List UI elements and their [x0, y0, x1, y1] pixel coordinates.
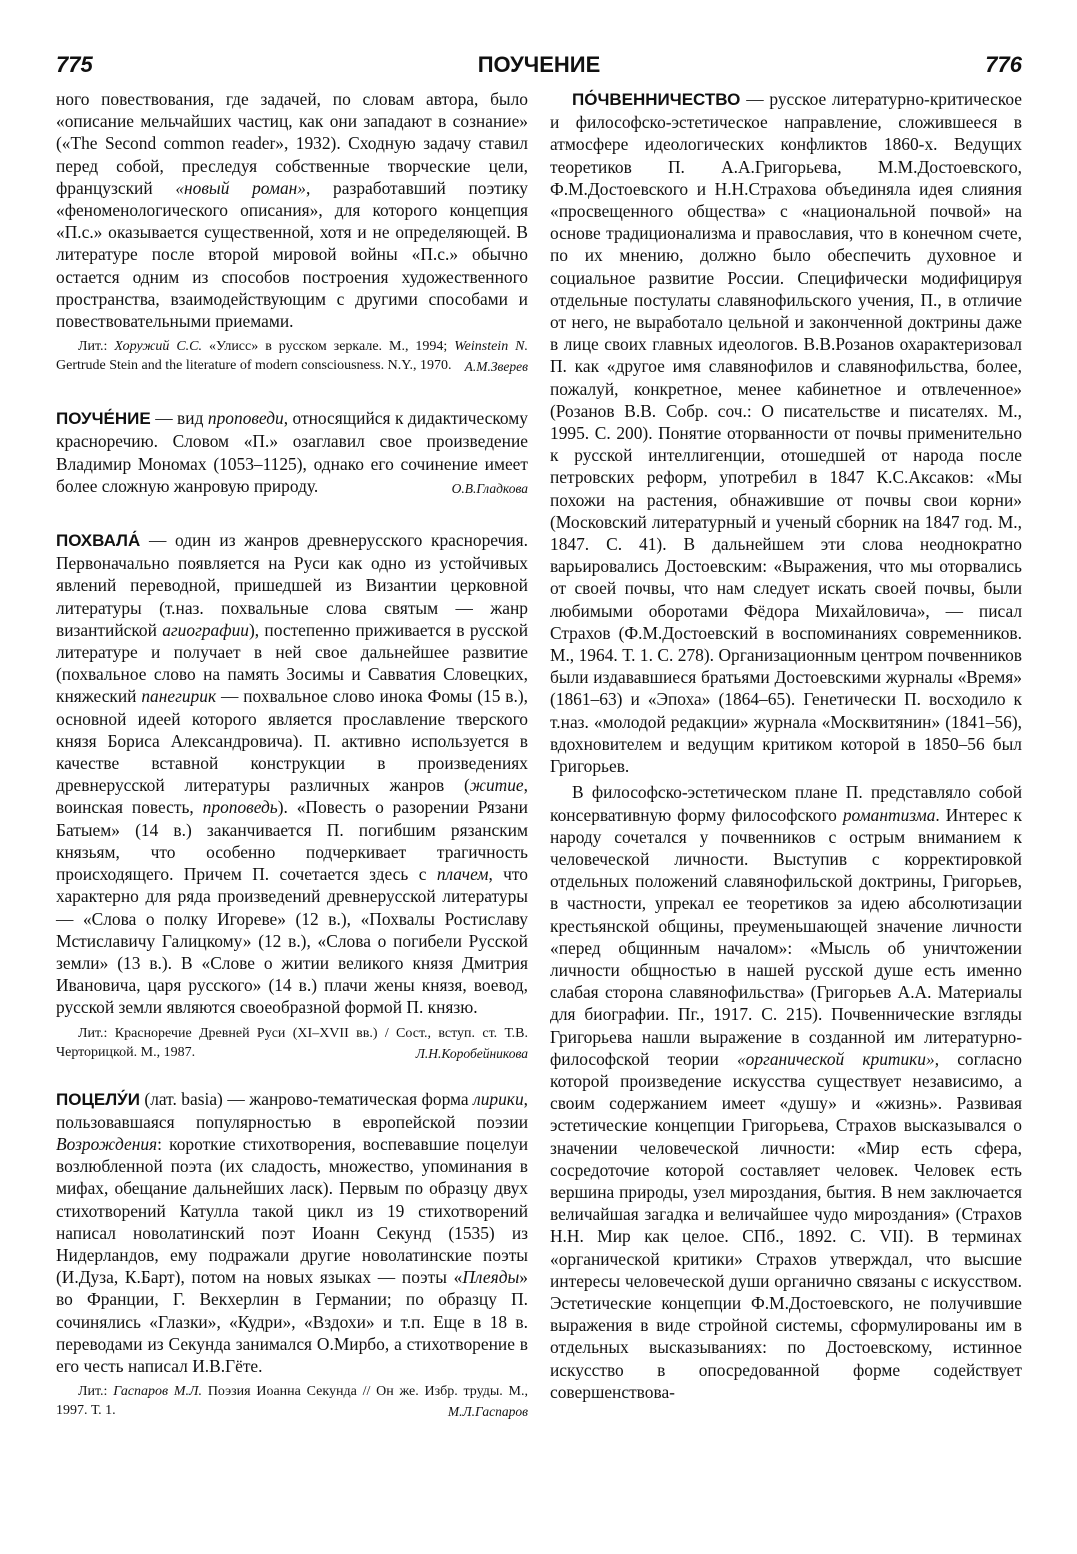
entry-headword: ПОЦЕЛУ́И: [56, 1089, 140, 1109]
left-column: [56, 88, 528, 1554]
entry-headword: ПОУЧЕ́НИЕ: [56, 409, 151, 429]
literature-label: Лит.:: [78, 1384, 114, 1400]
literature-text: Gertrude Stein and the literature of modern consciousness. N.Y., 1970.: [56, 358, 452, 374]
cross-reference: «новый роман»: [175, 177, 306, 198]
page-number-left: 775: [56, 52, 93, 77]
entry-author: О.В.Гладкова: [451, 481, 528, 497]
body-text: — один из жанров древнерусского красноречия. Первоначально появляется на Руси как одно из устойчивых явлений переводной, пришедшей из Византии церковной литературы (т.наз. похвальные слова святым — жанр византийской: [56, 530, 528, 640]
literature-text: Красноречие Древней Руси (XI–XVII вв.) / Сост., вступ. ст. Т.В. Черторицкой. М., 1987.: [56, 1025, 528, 1060]
entry-author: М.Л.Гаспаров: [447, 1404, 528, 1420]
page-number-right: 776: [985, 52, 1022, 77]
cross-reference: лирики: [473, 1088, 524, 1109]
body-text: , что характерно для ряда произведений древнерусской литературы — «Слова о полку Игореве» (12 в.), «Похвалы Ростиславу Мстиславичу Галицкому» (12 в.), «Слова о погибели Русской земли» (13 в.). В «Слове о житии великого князя Дмитрия Ивановича, царя русского» (14 в.) плачи жены князя, воевод, русской земли являются своеобразной формой П. князю.: [56, 864, 528, 1018]
cross-reference: «органической критики»: [736, 1048, 935, 1069]
body-text: — вид: [150, 408, 208, 429]
entry-headword: ПО́ЧВЕННИЧЕСТВО: [572, 90, 741, 109]
literature-label: Лит.:: [78, 339, 115, 355]
body-text: , пользовавшаяся популярностью в европейской поэзии: [56, 1088, 528, 1132]
cross-reference: плачем: [436, 864, 489, 885]
cross-reference: агиографии: [162, 619, 249, 640]
literature-text: «Улисс» в русском зеркале. М., 1994;: [202, 339, 455, 355]
page-header: [56, 48, 1022, 82]
literature-author: Хоружий С.С.: [114, 339, 203, 355]
body-text: — похвальное слово инока Фомы (15 в.), основной идеей которого является прославление тверского князя Бориса Александровича). П. активно используется в качестве вставной конструкции в произведениях древнерусской литературы различных жанров (: [56, 686, 528, 796]
body-text: ного повествования, где задачей, по словам автора, было «описание мельчайших частиц, как они западают в сознание» («The Second common reader», 1932). Сходную задачу ставил перед собой, преследуя собственные творческие цели, французский: [56, 89, 528, 198]
body-text: . Интерес к народу сочетался у почвенников с острым вниманием к человеческой личности. Выступив с корректировкой отдельных положений славянофильской доктрины, Григорьев, в частности, упрекал ее теоретиков за идею абсолютизации крестьянской общины, преуменьшающей значение личности «перед общинным началом»: «Мысль об уничтожении личности общностью в нашей русской душе есть именно слабая сторона славянофильства» (Григорьев А.А. Материалы для биографии. Пг., 1917. С. 215). Почвеннические взгляды Григорьева нашли выражение в созданной им литературно-философской теории: [550, 804, 1022, 1069]
entry-body-paragraph-2: [550, 781, 1022, 1403]
body-text: , воинская повесть,: [56, 775, 528, 818]
cross-reference: проповеди: [207, 408, 284, 429]
entry-body: [56, 529, 528, 1018]
cross-reference: Плеяды: [462, 1267, 520, 1288]
body-text: ), постепенно приживается в русской литературе и получает в ней свое дальнейшее развитие (похвальное слово на память Зосимы и Савватия Словецких, княжеский: [56, 619, 529, 707]
entry-headword: ПОХВАЛА́: [56, 531, 141, 551]
cross-reference: романтизма: [842, 804, 936, 825]
cross-reference: панегирик: [141, 686, 217, 707]
body-text: В философско-эстетическом плане П. представляло собой консервативную форму философского: [550, 782, 1022, 825]
cross-reference: Возрождения: [56, 1133, 158, 1154]
body-text: : короткие стихотворения, воспевавшие поцелуи возлюбленной поэта (их сладость, множество, упоминания в мифах, обещание дальнейших ласк). Первым по образцу двух стихотворений Катулла такой цикл из 19 стихотворений написал новолатинский поэт Иоанн Секунд (1535) из Нидерландов, ему подражали другие новолатинские поэты (И.Дуза, К.Барт), потом на новых языках — поэты «: [56, 1133, 528, 1288]
body-text: , разработавший поэтику «феноменологического описания», для которого концепция «П.с.» оказывается существенной, хотя и не определяющей. В литературе после второй мировой войны «П.с.» обычно остается одним из способов построения художественного пространства, взаимодействующим с другими способами и повествовательными приемами.: [56, 177, 528, 332]
body-text: ). «Повесть о разорении Рязани Батыем» (14 в.) заканчивается П. погибшим рязанским князьям, что особенно подчеркивает трагичность происходящего. Причем П. сочетается здесь с: [56, 797, 528, 885]
entry-body: [56, 88, 528, 332]
cross-reference: проповедь: [202, 797, 278, 818]
text-columns: [56, 88, 1022, 1554]
literature-label: Лит.:: [78, 1025, 115, 1041]
entry-body: [550, 88, 1022, 777]
body-text: , согласно которой произведение искусства существует независимо, а своим содержанием имеет «душу» и «жизнь». Развивая эстетические концепции Григорьева, Страхов высказывался о значении человеческой личности: «Мир есть сфера, сосредоточие которой составляет человек. Человек есть вершина природы, узел мироздания, бытия. В нем заключается величайшая загадка и величайшее чудо мироздания» (Страхов Н.Н. Мир как целое. СПб., 1892. С. VII). В терминах «органической критики» Страхов утверждал, что высшие интересы человеческой души органично связаны с искусством. Эстетические концепции Ф.М.Достоевского, не получившие выражения в виде стройной системы, сформулированы им в отдельных высказываниях: по Достоевскому, истинное искусство в опосредованной форме содействует совершенствова-: [550, 1048, 1022, 1402]
entry-pokhvala: [56, 529, 528, 1061]
entry-pochvennichestvo: [550, 88, 1022, 1403]
entry-body: [56, 1088, 528, 1378]
entry-author: Л.Н.Коробейникова: [415, 1045, 528, 1061]
right-column: [550, 88, 1022, 1554]
body-text: — русское литературно-критическое и философско-эстетическое направление, сложившееся в атмосфере идеологических конфликтов 1860-х. Ведущих теоретиков П. А.А.Григорьева, М.М.Достоевского, Ф.М.Достоевского и Н.Н.Страхова объединяла идея слияния «просвещенного общества» с «национальной почвой» на основе традиционализма и православия, что в конечном счете, по их мнению, должно было обеспечить духовное и социальное развитие России. Специфически модифицируя отдельные постулаты славянофильского учения, П., в отличие от него, не выработало цельной и законченной доктрины даже в лице своих главных идеологов. В.В.Розанов охарактеризовал П. как «другое имя славянофилов и славянофильства, более, пожалуй, конкретное, менее кабинетное и отвлеченное» (Розанов В.В. Собр. соч.: О писательстве и писателях. М., 1995. С. 200). Понятие оторванности от почвы применительно к русской интеллигенции, отошедшей от народа после петровских реформ, употребил в 1847 К.С.Аксаков: «Мы похожи на растения, обнажившие от почвы свои корни» (Московский литературный и ученый сборник на 1847 год. М., 1847. С. 41). В дальнейшем эти слова неоднократно варьировались Достоевским: «Выражения, что мы оторвались от своей почвы, что нам следует искать своей почвы, были любимыми оборотами Фёдора Михайловича», — писал Страхов (Ф.М.Достоевский в воспоминаниях современников. М., 1964. Т. 1. С. 278). Организационным центром почвенников были издававшиеся братьями Достоевскими журналы «Время» (1861–63) и «Эпоха» (1864–65). Генетически П. восходило к т.наз. «молодой редакции» журнала «Москвитянин» (1841–56), вдохновителем и ведущим критиком которой в 1850–56 был Григорьев.: [550, 89, 1022, 777]
literature-author: Гаспаров М.Л.: [113, 1384, 203, 1400]
cross-reference: житие: [469, 775, 524, 796]
entry-continuation: [56, 88, 528, 375]
body-text: (лат. basia) — жанрово-тематическая форма: [139, 1088, 474, 1109]
literature-text: Поэзия Иоанна Секунда // Он же. Избр. труды. М., 1997. Т. 1.: [56, 1384, 528, 1419]
body-text: » во Франции, Г. Векхерлин в Германии; по образцу П. сочинялись «Глазки», «Кудри», «Вздохи» и т.п. Еще в 18 в. переводами из Секунда занимался О.Мирбо, а стихотворение в его честь написал И.В.Гёте.: [56, 1267, 528, 1376]
entry-pouchenie: [56, 407, 528, 497]
running-title: ПОУЧЕНИЕ: [477, 52, 601, 77]
entry-potselui: [56, 1088, 528, 1421]
body-text: , относящийся к дидактическому красноречию. Словом «П.» озаглавил свое произведение Владимир Мономах (1053–1125), однако его сочинение имеет более сложную жанровую природу.: [56, 408, 528, 496]
entry-author: А.М.Зверев: [464, 359, 528, 375]
literature-author: Weinstein N.: [454, 339, 528, 355]
